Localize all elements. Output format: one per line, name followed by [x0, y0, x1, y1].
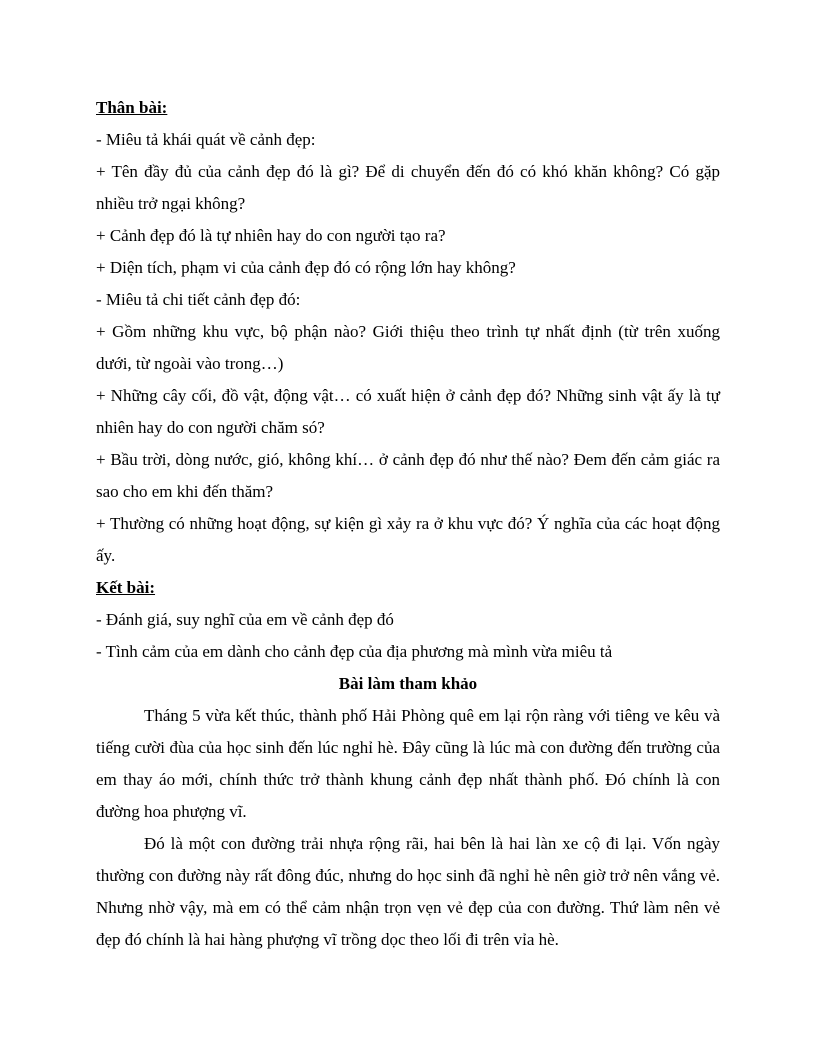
essay-paragraph: Đó là một con đường trải nhựa rộng rãi, hai bên là hai làn xe cộ đi lại. Vốn ngày thường con đường này rất đông đúc, nhưng do học sinh đã nghỉ hè nên giờ trở nên vắng vẻ. Nhưng nhờ vậy, mà em có thể cảm nhận trọn vẹn vẻ đẹp của con đường. Thứ làm nên vẻ đẹp đó chính là hai hàng phượng vĩ trồng dọc theo lối đi trên vỉa hè. [96, 834, 720, 949]
sample-essay-title: Bài làm tham khảo [338, 674, 478, 693]
document-page [96, 92, 720, 956]
outline-item: + Bầu trời, dòng nước, gió, không khí… ở cảnh đẹp đó như thế nào? Đem đến cảm giác ra sao cho em khi đến thăm? [96, 450, 720, 501]
outline-item: + Cảnh đẹp đó là tự nhiên hay do con người tạo ra? [96, 226, 446, 245]
outline-item: + Tên đầy đủ của cảnh đẹp đó là gì? Để di chuyển đến đó có khó khăn không? Có gặp nhiều trở ngại không? [96, 162, 720, 213]
outline-item: + Diện tích, phạm vi của cảnh đẹp đó có rộng lớn hay không? [96, 258, 516, 277]
outline-item: - Miêu tả khái quát về cảnh đẹp: [96, 130, 316, 149]
outline-item: + Gồm những khu vực, bộ phận nào? Giới thiệu theo trình tự nhất định (từ trên xuống dưới, từ ngoài vào trong…) [96, 322, 720, 373]
conclusion-section-heading: Kết bài: [96, 578, 156, 597]
essay-paragraph: Tháng 5 vừa kết thúc, thành phố Hải Phòng quê em lại rộn ràng với tiêng ve kêu và tiếng cười đùa của học sinh đến lúc nghỉ hè. Đây cũng là lúc mà con đường đến trường của em thay áo mới, chính thức trở thành khung cảnh đẹp nhất thành phố. Đó chính là con đường hoa phượng vĩ. [96, 706, 720, 821]
outline-item: - Tình cảm của em dành cho cảnh đẹp của địa phương mà mình vừa miêu tả [96, 642, 613, 661]
outline-item: + Thường có những hoạt động, sự kiện gì xảy ra ở khu vực đó? Ý nghĩa của các hoạt động ấy. [96, 514, 720, 565]
body-section-heading: Thân bài: [96, 98, 168, 117]
outline-item: + Những cây cối, đồ vật, động vật… có xuất hiện ở cảnh đẹp đó? Những sinh vật ấy là tự nhiên hay do con người chăm só? [96, 386, 720, 437]
outline-item: - Miêu tả chi tiết cảnh đẹp đó: [96, 290, 301, 309]
outline-item: - Đánh giá, suy nghĩ của em về cảnh đẹp đó [96, 610, 394, 629]
